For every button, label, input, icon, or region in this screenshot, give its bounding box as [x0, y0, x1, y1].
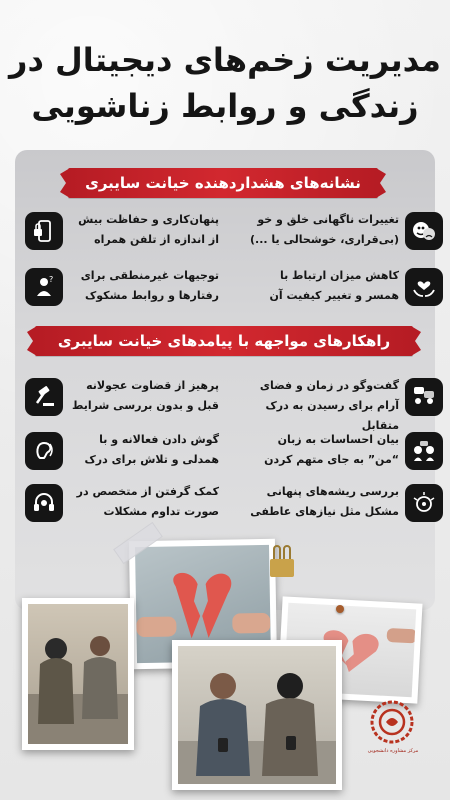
solution-item-text: گفت‌وگو در زمان و فضای آرام برای رسیدن به درک متقابل [259, 379, 399, 432]
hands-heart-icon [405, 268, 443, 306]
solution-item-text: گوش دادن فعالانه و با همدلی و تلاش برای درک [84, 433, 219, 466]
title-line-2: زندگی و روابط زناشویی [31, 87, 419, 125]
solution-item-listen [25, 428, 225, 474]
warning-item-communication [225, 264, 425, 310]
mood-masks-icon [405, 212, 443, 250]
solution-item-talk [225, 374, 425, 432]
solution-item-expert [25, 480, 225, 526]
warning-item-excuses [25, 264, 225, 310]
phone-lock-icon [25, 212, 63, 250]
solution-item-text: بررسی ریشه‌های پنهانی مشکل مثل نیازهای عاطفی [250, 485, 399, 518]
seal-logo-icon [370, 700, 414, 744]
solution-item-text: بیان احساسات به زبان “من” به جای متهم کردن [264, 433, 399, 466]
headset-support-icon [25, 484, 63, 522]
binder-clip-icon [268, 545, 296, 579]
section1-banner [68, 168, 378, 198]
couple-photo-left [22, 598, 134, 750]
title-line-1: مدیریت زخم‌های دیجیتال در [9, 41, 441, 79]
brain-idea-icon [405, 484, 443, 522]
push-pin-icon [336, 605, 344, 613]
page-title [0, 38, 450, 130]
solution-item-root-cause [225, 480, 425, 526]
solution-item-express [225, 428, 425, 474]
solution-item-text: کمک گرفتن از متخصص در صورت تداوم مشکلات [76, 485, 219, 518]
warning-item-text: پنهان‌کاری و حفاظت بیش از اندازه از تلفن همراه [78, 213, 219, 246]
gavel-icon [25, 378, 63, 416]
warning-item-text: تغییرات ناگهانی خلق و خو (بی‌قراری، خوشحالی یا ...) [250, 213, 399, 246]
couple-photo-front [172, 640, 342, 790]
svg-text:?: ? [49, 275, 54, 284]
section2-banner-text: راهکارهای مواجهه با پیامدهای خیانت سایبری [57, 332, 391, 350]
warning-item-text: کاهش میزان ارتباط با همسر و تغییر کیفیت آن [269, 269, 399, 302]
section2-banner [35, 326, 413, 356]
section1-banner-text: نشانه‌های هشداردهنده خیانت سایبری [85, 174, 361, 192]
warning-item-phone [25, 208, 225, 254]
thinking-person-icon [25, 268, 63, 306]
university-logo [358, 700, 428, 790]
solution-item-text: پرهیز از قضاوت عجولانه قبل و بدون بررسی شرایط [72, 379, 219, 412]
warning-item-mood [225, 208, 425, 254]
logo-caption: مرکز مشاوره دانشجویی [367, 748, 419, 754]
listening-icon [25, 432, 63, 470]
talking-heads-icon [405, 432, 443, 470]
solution-item-no-judgement [25, 374, 225, 420]
conversation-icon [405, 378, 443, 416]
warning-item-text: توجیهات غیرمنطقی برای رفتارها و روابط مشکوک [80, 269, 219, 302]
